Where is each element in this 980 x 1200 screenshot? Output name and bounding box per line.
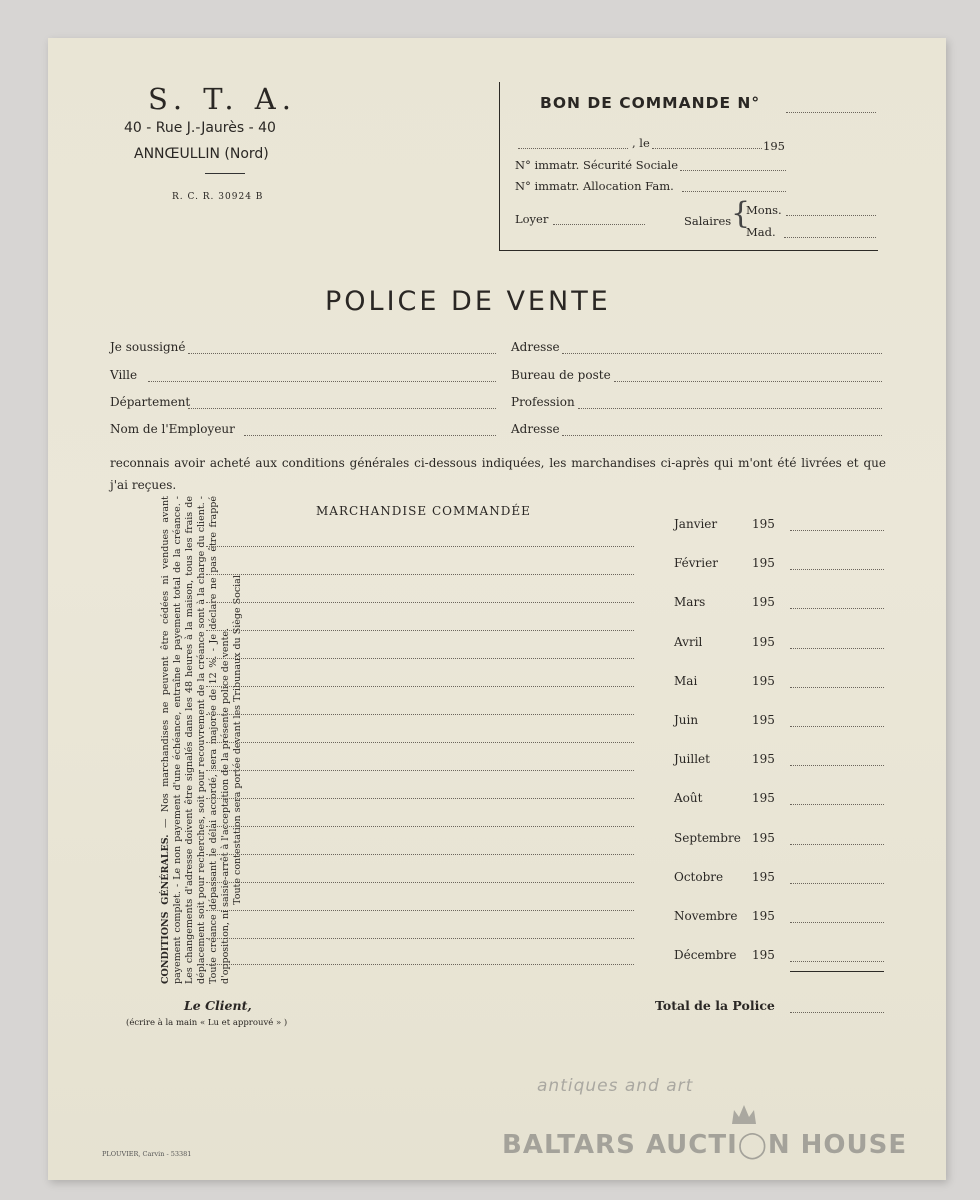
month-year: 195 — [752, 673, 775, 688]
month-label: Février — [674, 556, 718, 571]
adresse2-field[interactable] — [562, 435, 882, 436]
month-label: Octobre — [674, 869, 724, 884]
month-amount-field[interactable] — [790, 530, 884, 531]
month-year: 195 — [752, 752, 775, 767]
company-city: ANNŒULLIN (Nord) — [134, 146, 269, 162]
merchandise-line[interactable] — [206, 798, 634, 799]
merchandise-line[interactable] — [206, 574, 634, 575]
month-label: Septembre — [674, 830, 741, 845]
printer-imprint: PLOUVIER, Carvin - 53381 — [102, 1150, 192, 1158]
month-year: 195 — [752, 634, 775, 649]
conditions-body: — Nos marchandises ne peuvent être cédées ni vendues avant payement complet. - Le non payement d'une échéance, entraîne le payement total de la créance. - Les changements d'adresse doivent être signalés dans les 48 heures à la maison, tous les frais de déplacement soit pour recherches, soit pour recouvrement de la créance sont à la charge du client. - Toute créance dépassant le délai accordé, sera majorée de 12 %. - Je déclare ne pas être frappé d'opposition, ni saisie-arrêt à l'acceptation de la présente police de vente. — [160, 496, 231, 984]
merchandise-line[interactable] — [206, 630, 634, 631]
month-year: 195 — [752, 517, 775, 531]
salaires-label: Salaires — [684, 214, 732, 228]
month-label: Janvier — [674, 517, 718, 531]
month-label: Juin — [674, 713, 699, 727]
alloc-field[interactable] — [682, 191, 786, 192]
total-rule — [790, 971, 884, 972]
alloc-label: N° immatr. Allocation Fam. — [515, 179, 674, 193]
month-amount-field[interactable] — [790, 765, 884, 766]
order-number-field[interactable] — [786, 112, 876, 113]
client-signature-label: Le Client, — [184, 998, 252, 1013]
month-year: 195 — [752, 948, 775, 963]
mad-label: Mad. — [746, 225, 776, 239]
ville-label: Ville — [110, 368, 138, 382]
month-year: 195 — [752, 869, 775, 884]
month-amount-field[interactable] — [790, 844, 884, 845]
soussigne-field[interactable] — [188, 353, 496, 354]
merchandise-line[interactable] — [206, 938, 634, 939]
month-amount-field[interactable] — [790, 961, 884, 962]
month-year: 195 — [752, 909, 775, 923]
merchandise-line[interactable] — [206, 826, 634, 827]
departement-field[interactable] — [188, 408, 496, 409]
conditions-heading: CONDITIONS GÉNÉRALES. — [160, 834, 171, 984]
month-label: Mai — [674, 673, 698, 688]
soussigne-label: Je soussigné — [110, 340, 186, 354]
total-field[interactable] — [790, 1012, 884, 1013]
month-amount-field[interactable] — [790, 608, 884, 609]
form-sheet — [48, 38, 946, 1180]
merchandise-line[interactable] — [206, 770, 634, 771]
adresse1-field[interactable] — [562, 353, 882, 354]
month-amount-field[interactable] — [790, 804, 884, 805]
merchandise-line[interactable] — [206, 602, 634, 603]
profession-label: Profession — [511, 395, 575, 409]
order-year-label: 195 — [763, 139, 785, 153]
header-divider — [205, 173, 245, 174]
watermark-tagline: antiques and art — [537, 1076, 694, 1096]
order-date-field[interactable] — [652, 148, 762, 149]
total-label: Total de la Police — [655, 998, 775, 1013]
merchandise-line[interactable] — [206, 854, 634, 855]
merchandise-line[interactable] — [206, 882, 634, 883]
month-year: 195 — [752, 595, 775, 610]
month-label: Décembre — [674, 948, 737, 963]
bureau-label: Bureau de poste — [511, 368, 611, 382]
month-label: Novembre — [674, 909, 738, 923]
month-year: 195 — [752, 791, 775, 806]
crown-icon — [729, 1100, 759, 1130]
month-year: 195 — [752, 830, 775, 845]
month-label: Avril — [674, 634, 703, 649]
loyer-field[interactable] — [553, 224, 645, 225]
month-amount-field[interactable] — [790, 883, 884, 884]
merchandise-title: MARCHANDISE COMMANDÉE — [316, 504, 531, 518]
adresse2-label: Adresse — [511, 422, 560, 436]
mons-field[interactable] — [786, 215, 876, 216]
secu-field[interactable] — [680, 170, 786, 171]
merchandise-line[interactable] — [206, 686, 634, 687]
company-name: S. T. A. — [148, 82, 297, 116]
page-title: POLICE DE VENTE — [325, 286, 611, 317]
employeur-field[interactable] — [244, 435, 496, 436]
mad-field[interactable] — [784, 237, 876, 238]
month-year: 195 — [752, 713, 775, 727]
month-label: Août — [674, 791, 703, 806]
acknowledgement-text: reconnais avoir acheté aux conditions générales ci-dessous indiquées, les marchandises ci-après qui m'ont été livrées et que j'ai reçues. — [110, 456, 886, 492]
order-date-label: , le — [632, 136, 650, 150]
order-number-label: BON DE COMMANDE N° — [540, 94, 761, 112]
profession-field[interactable] — [578, 408, 882, 409]
merchandise-line[interactable] — [206, 910, 634, 911]
client-signature-note: (écrire à la main « Lu et approuvé » ) — [126, 1018, 288, 1028]
watermark-brand: BALTARS AUCTI◯N HOUSE — [502, 1130, 908, 1160]
departement-label: Département — [110, 395, 191, 409]
employeur-label: Nom de l'Employeur — [110, 422, 235, 436]
month-amount-field[interactable] — [790, 648, 884, 649]
adresse1-label: Adresse — [511, 340, 560, 354]
month-label: Juillet — [674, 752, 710, 767]
month-label: Mars — [674, 595, 706, 610]
merchandise-line[interactable] — [206, 714, 634, 715]
month-year: 195 — [752, 556, 775, 571]
loyer-label: Loyer — [515, 212, 549, 226]
order-place-field[interactable] — [518, 148, 628, 149]
company-address: 40 - Rue J.-Jaurès - 40 — [124, 120, 276, 136]
month-amount-field[interactable] — [790, 687, 884, 688]
mons-label: Mons. — [746, 203, 782, 217]
month-amount-field[interactable] — [790, 726, 884, 727]
salaires-brace: { — [731, 196, 751, 231]
merchandise-line[interactable] — [206, 546, 634, 547]
month-amount-field[interactable] — [790, 922, 884, 923]
merchandise-line[interactable] — [206, 742, 634, 743]
bureau-field[interactable] — [614, 381, 882, 382]
ville-field[interactable] — [148, 381, 496, 382]
secu-label: N° immatr. Sécurité Sociale — [515, 158, 679, 172]
month-amount-field[interactable] — [790, 569, 884, 570]
merchandise-line[interactable] — [206, 964, 634, 965]
merchandise-line[interactable] — [206, 658, 634, 659]
conditions-tribunal: Toute contestation sera portée devant les Tribunaux du Siège Social — [232, 575, 243, 905]
company-rcr: R. C. R. 30924 B — [172, 192, 264, 202]
